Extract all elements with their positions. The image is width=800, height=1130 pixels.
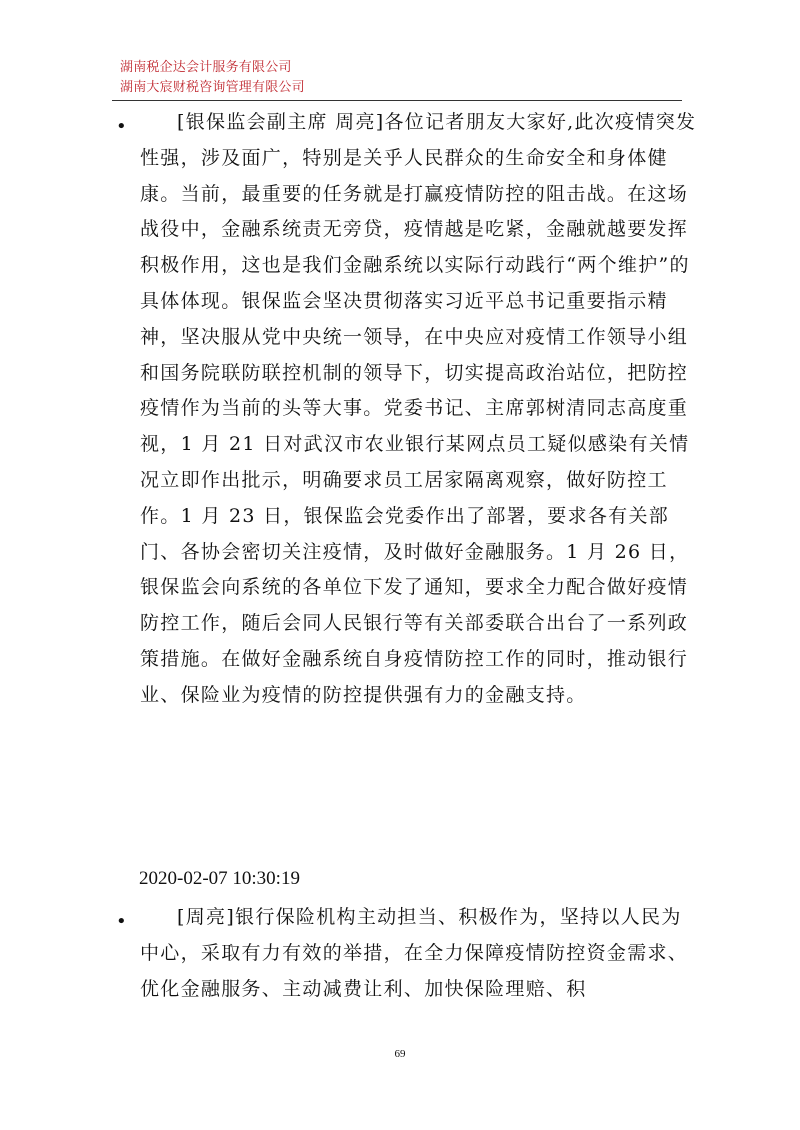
entry-timestamp: 2020-02-07 10:30:19 — [139, 868, 300, 889]
company-name-1: 湖南税企达会计服务有限公司 — [120, 60, 292, 75]
entry-text: [银保监会副主席 周亮]各位记者朋友大家好,此次疫情突发性强，涉及面广，特别是关乎人民群众的生命安全和身体健康。当前，最重要的任务就是打赢疫情防控的阻击战。在这场战役中，金融系统责无旁贷，疫情越是吃紧，金融就越要发挥积极作用，这也是我们金融系统以实际行动践行“两个维护”的具体体现。银保监会坚决贯彻落实习近平总书记重要指示精神，坚决服从党中央统一领导，在中央应对疫情工作领导小组和国务院联防联控机制的领导下，切实提高政治站位，把防控疫情作为当前的头等大事。党委书记、主席郭树清同志高度重视，1 月 21 日对武汉市农业银行某网点员工疑似感染有关情况立即作出批示，明确要求员工居家隔离观察，做好防控工作。1 月 23 日，银保监会党委作出了部署，要求各有关部门、各协会密切关注疫情，及时做好金融服务。1 月 26 日，银保监会向系统的各单位下发了通知，要求全力配合做好疫情防控工作，随后会同人民银行等有关部委联合出台了一系列政策措施。在做好金融系统自身疫情防控工作的同时，推动银行业、保险业为疫情的防控提供强有力的金融支持。 — [140, 111, 697, 706]
bullet-icon: • — [116, 116, 127, 137]
bullet-icon: • — [116, 911, 127, 932]
company-name-2: 湖南大宸财税咨询管理有限公司 — [120, 80, 305, 95]
entry-text: [周亮]银行保险机构主动担当、积极作为，坚持以人民为中心，采取有力有效的举措，在全力保障疫情防控资金需求、优化金融服务、主动减费让利、加快保险理赔、积 — [140, 906, 689, 1000]
page-number: 69 — [394, 1048, 406, 1060]
company-header — [120, 58, 305, 98]
header-divider — [112, 100, 682, 101]
